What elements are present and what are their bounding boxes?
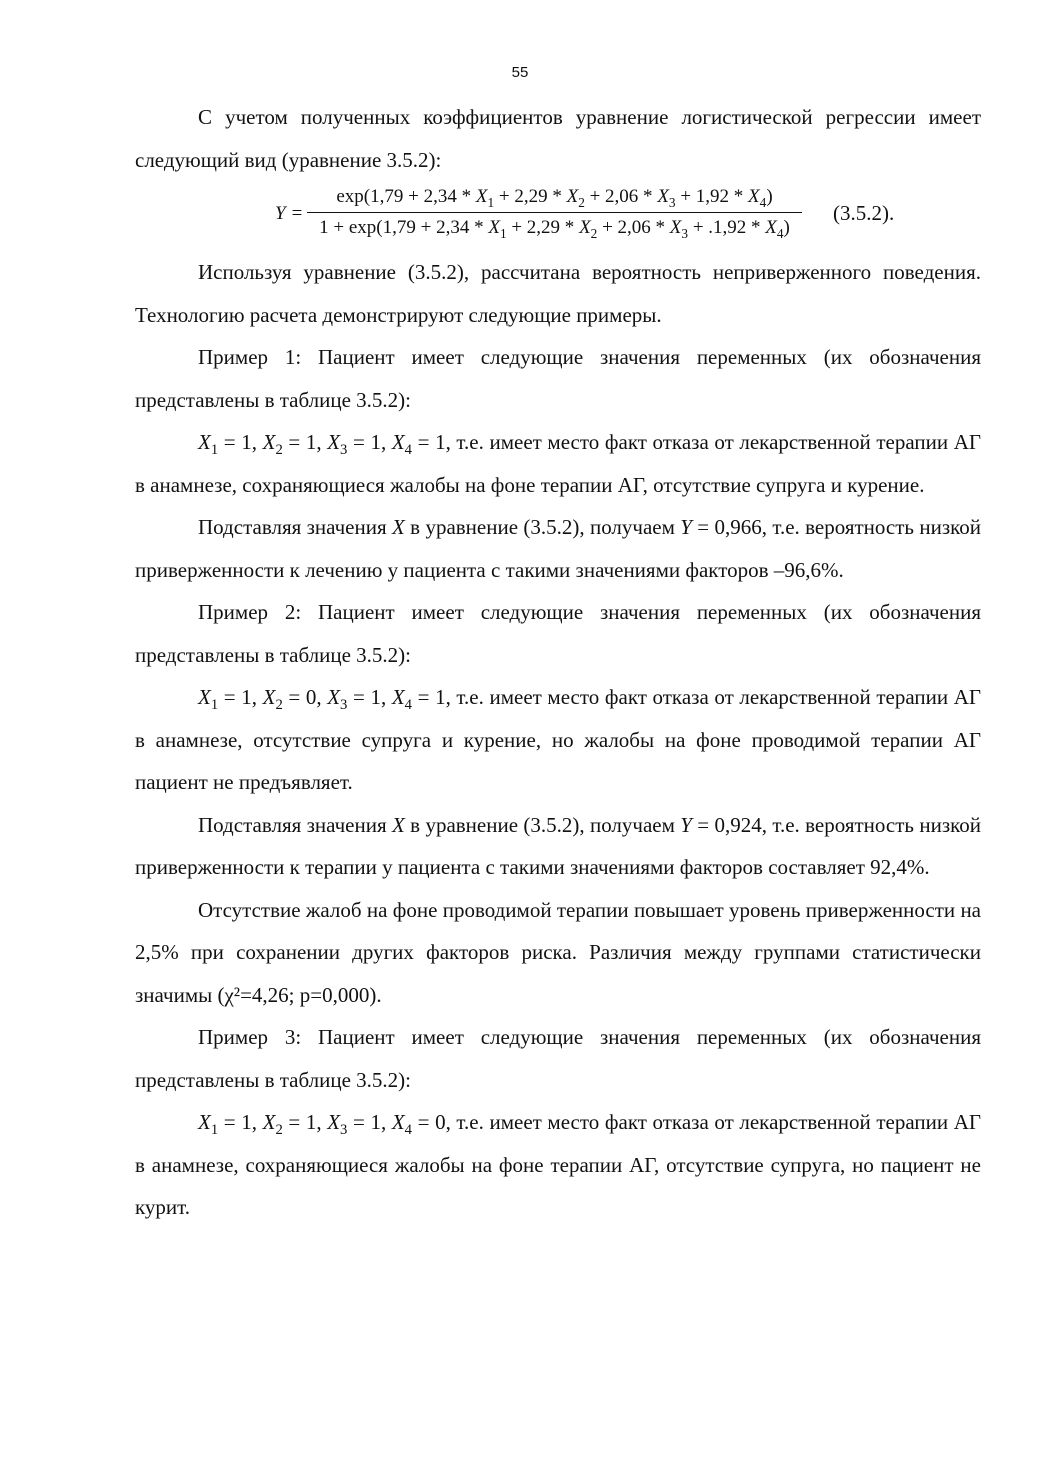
paragraph-intro: С учетом полученных коэффициентов уравнение логистической регрессии имеет следующий вид (уравнение 3.5.2): xyxy=(135,105,981,172)
equation-denominator: $1 + \exp(1,79 + 2,34 * X_1 + 2,29 * X_2 + 2,06 * X_3 + .1,92 * X_4)$ xyxy=(319,217,790,241)
paragraph-example-2: Пример 2: Пациент имеет следующие значения переменных (их обозначения представлены в таблице 3.5.2): xyxy=(135,600,981,667)
equation-fraction xyxy=(307,183,802,242)
document-body xyxy=(135,96,981,1229)
paragraph-example-1: Пример 1: Пациент имеет следующие значения переменных (их обозначения представлены в таблице 3.5.2): xyxy=(135,345,981,412)
regression-equation xyxy=(135,181,981,251)
paragraph-significance: Отсутствие жалоб на фоне проводимой терапии повышает уровень приверженности на 2,5% при сохранении других факторов риска. Различия между группами статистически значимы (χ²=4,26; р=0,000). xyxy=(135,897,981,1007)
paragraph-method: Используя уравнение (3.5.2), рассчитана вероятность неприверженного поведения. Технологию расчета демонстрируют следующие примеры. xyxy=(135,260,981,327)
paragraph-example-1-result: Подставляя значения X в уравнение (3.5.2), получаем Y = 0,966, т.е. вероятность низкой приверженности к лечению у пациента с такими значениями факторов –96,6%. xyxy=(135,515,981,582)
paragraph-example-2-result: Подставляя значения X в уравнение (3.5.2), получаем Y = 0,924, т.е. вероятность низкой приверженности к терапии у пациента с такими значениями факторов составляет 92,4%. xyxy=(135,812,981,879)
equation-lhs: Y = xyxy=(275,203,304,224)
paragraph-example-3-values: $X_1 = 1$, $X_2 = 1$, $X_3 = 1$, $X_4 = 0$, т.е. имеет место факт отказа от лекарственной терапии АГ в анамнезе, сохраняющиеся жалобы на фоне терапии АГ, отсутствие супруга, но пациент не курит. xyxy=(135,1110,982,1219)
fraction-bar xyxy=(307,212,802,213)
paragraph-example-2-values: $X_1 = 1$, $X_2 = 0$, $X_3 = 1$, $X_4 = 1$, т.е. имеет место факт отказа от лекарственной терапии АГ в анамнезе, отсутствие супруга и курение, но жалобы на фоне проводимой терапии АГ пациент не предъявляет. xyxy=(135,685,982,794)
equation-numerator: $\exp(1,79 + 2,34 * X_1 + 2,29 * X_2 + 2,06 * X_3 + 1,92 * X_4)$ xyxy=(336,186,773,210)
page-number: 55 xyxy=(511,64,529,81)
equation-number: (3.5.2). xyxy=(833,201,895,225)
paragraph-example-3: Пример 3: Пациент имеет следующие значения переменных (их обозначения представлены в таблице 3.5.2): xyxy=(135,1025,981,1092)
paragraph-example-1-values: $X_1 = 1$, $X_2 = 1$, $X_3 = 1$, $X_4 = 1$, т.е. имеет место факт отказа от лекарственной терапии АГ в анамнезе, сохраняющиеся жалобы на фоне терапии АГ, отсутствие супруга и курение. xyxy=(135,430,982,497)
